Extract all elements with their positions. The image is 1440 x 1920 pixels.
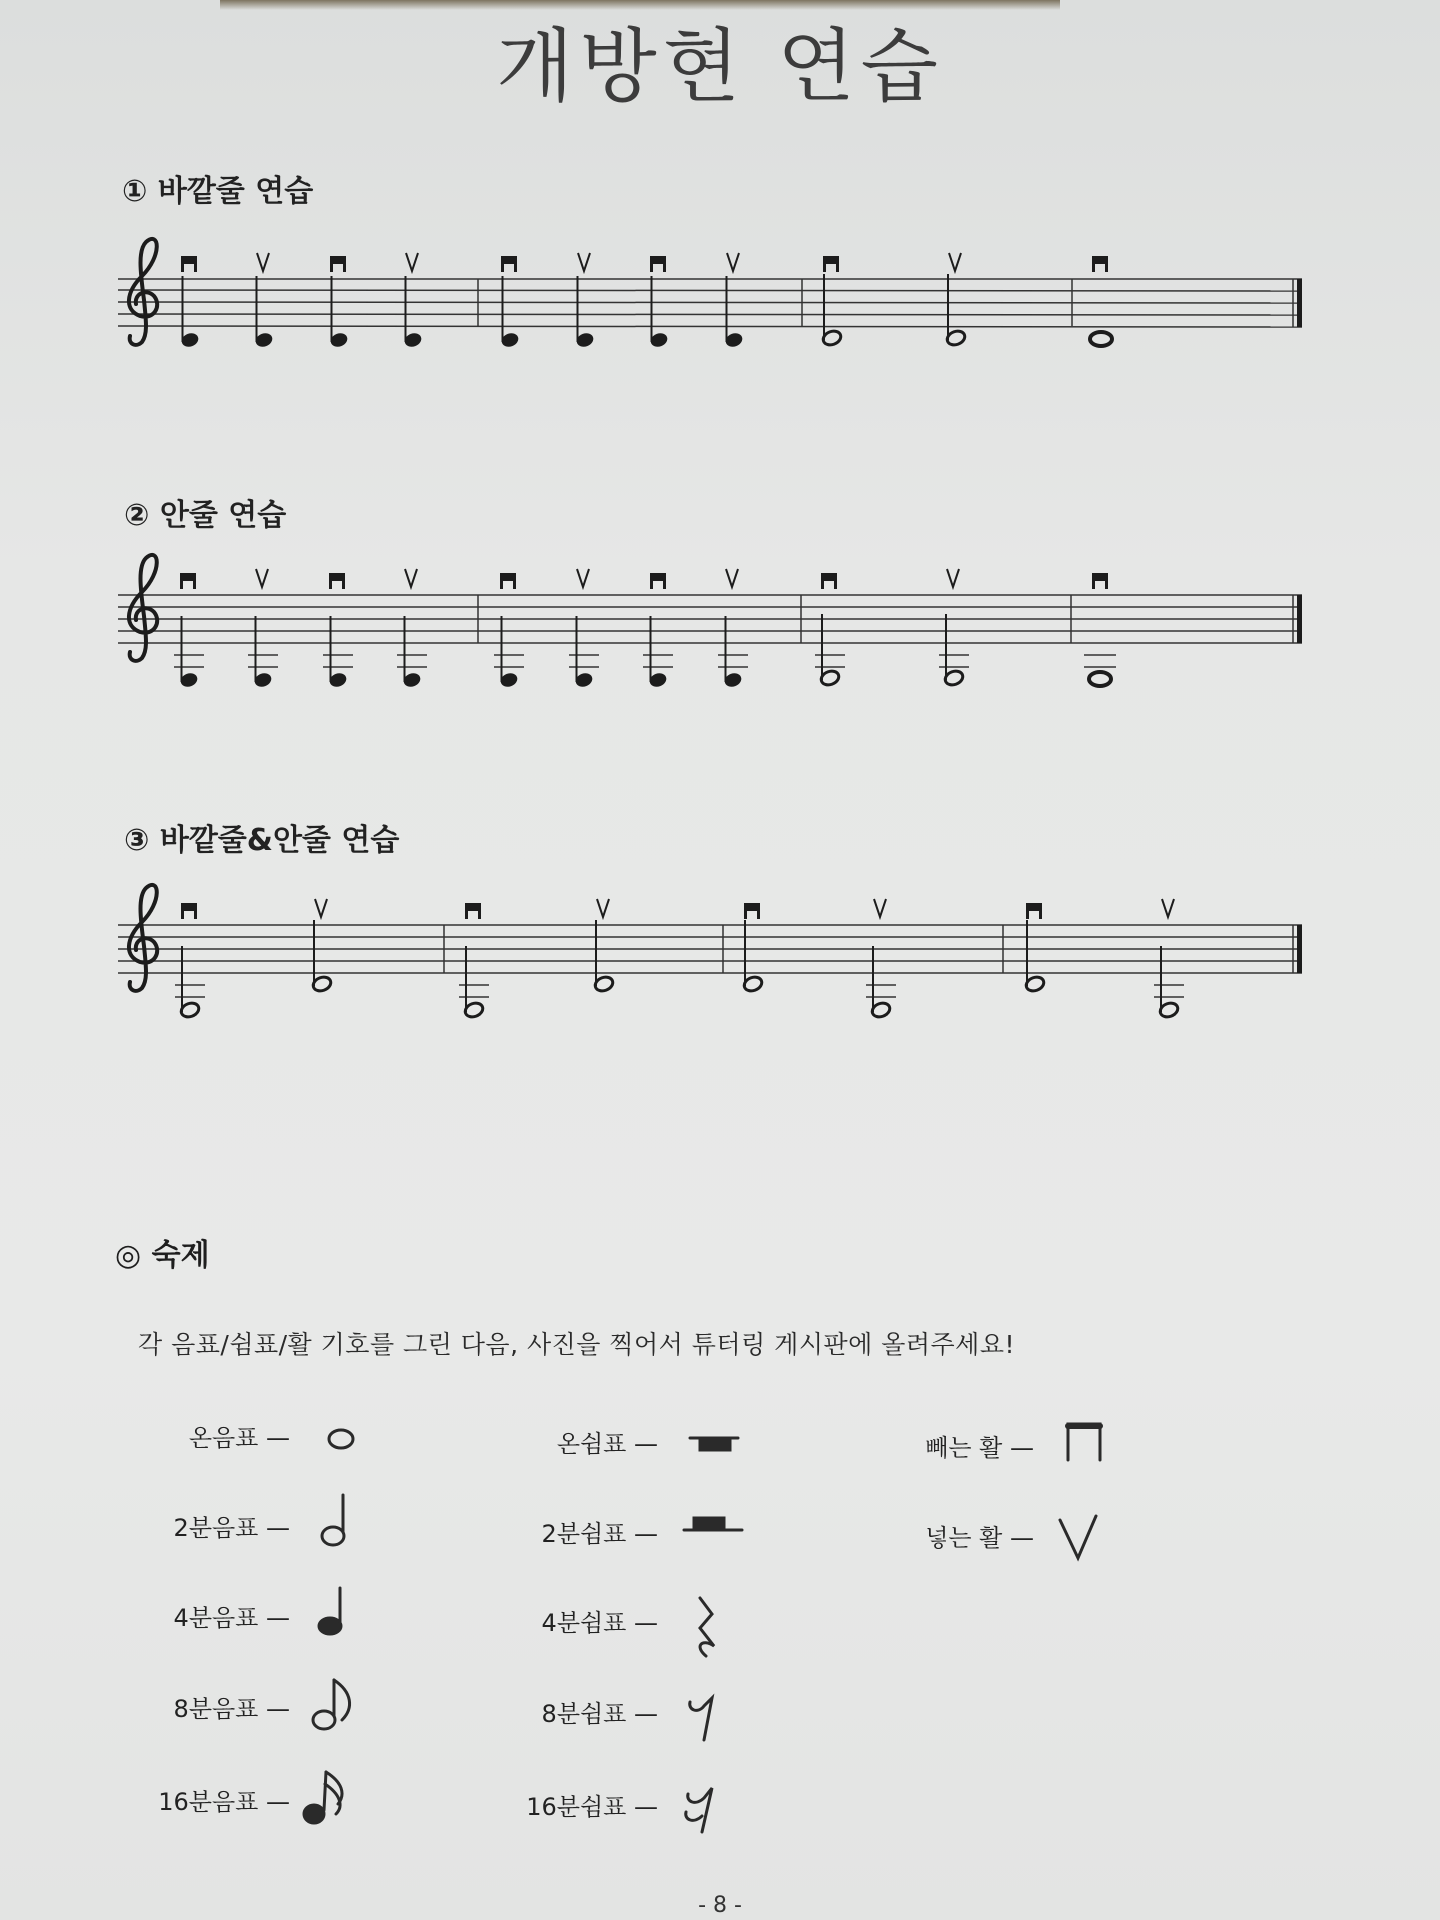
label-up-bow: 넣는 활 —	[925, 1524, 1034, 1552]
label-sixteenth-rest: 16분쉼표 —	[526, 1793, 658, 1821]
section-1-label: ① 바깥줄 연습	[122, 174, 314, 209]
staff-outer-strings	[118, 239, 1302, 349]
label-sixteenth-note: 16분음표 —	[158, 1788, 290, 1816]
section-3-label: ③ 바깥줄&안줄 연습	[124, 823, 400, 858]
label-quarter-rest: 4분쉼표 —	[541, 1609, 658, 1637]
label-down-bow: 빼는 활 —	[925, 1434, 1034, 1462]
label-eighth-rest: 8분쉼표 —	[541, 1700, 658, 1728]
label-half-rest: 2분쉼표 —	[541, 1520, 658, 1548]
staff-outer-and-inner	[118, 885, 1302, 1019]
staff-inner-strings	[118, 555, 1302, 689]
label-eighth-note: 8분음표 —	[173, 1695, 290, 1723]
page-number: - 8 -	[698, 1893, 742, 1918]
homework-instruction: 각 음표/쉼표/활 기호를 그린 다음, 사진을 찍어서 튜터링 게시판에 올려주세요!	[138, 1330, 1015, 1359]
hw-whole-note-icon	[329, 1430, 353, 1448]
section-2-label: ② 안줄 연습	[124, 498, 287, 533]
label-half-note: 2분음표 —	[173, 1514, 290, 1542]
label-quarter-note: 4분음표 —	[173, 1604, 290, 1632]
label-whole-rest: 온쉼표 —	[556, 1430, 658, 1458]
label-whole-note: 온음표 —	[188, 1424, 290, 1452]
handwritten-symbols	[0, 1380, 1440, 1860]
page-title: 개방현 연습	[496, 20, 944, 113]
homework-title: ◎ 숙제	[115, 1238, 210, 1273]
